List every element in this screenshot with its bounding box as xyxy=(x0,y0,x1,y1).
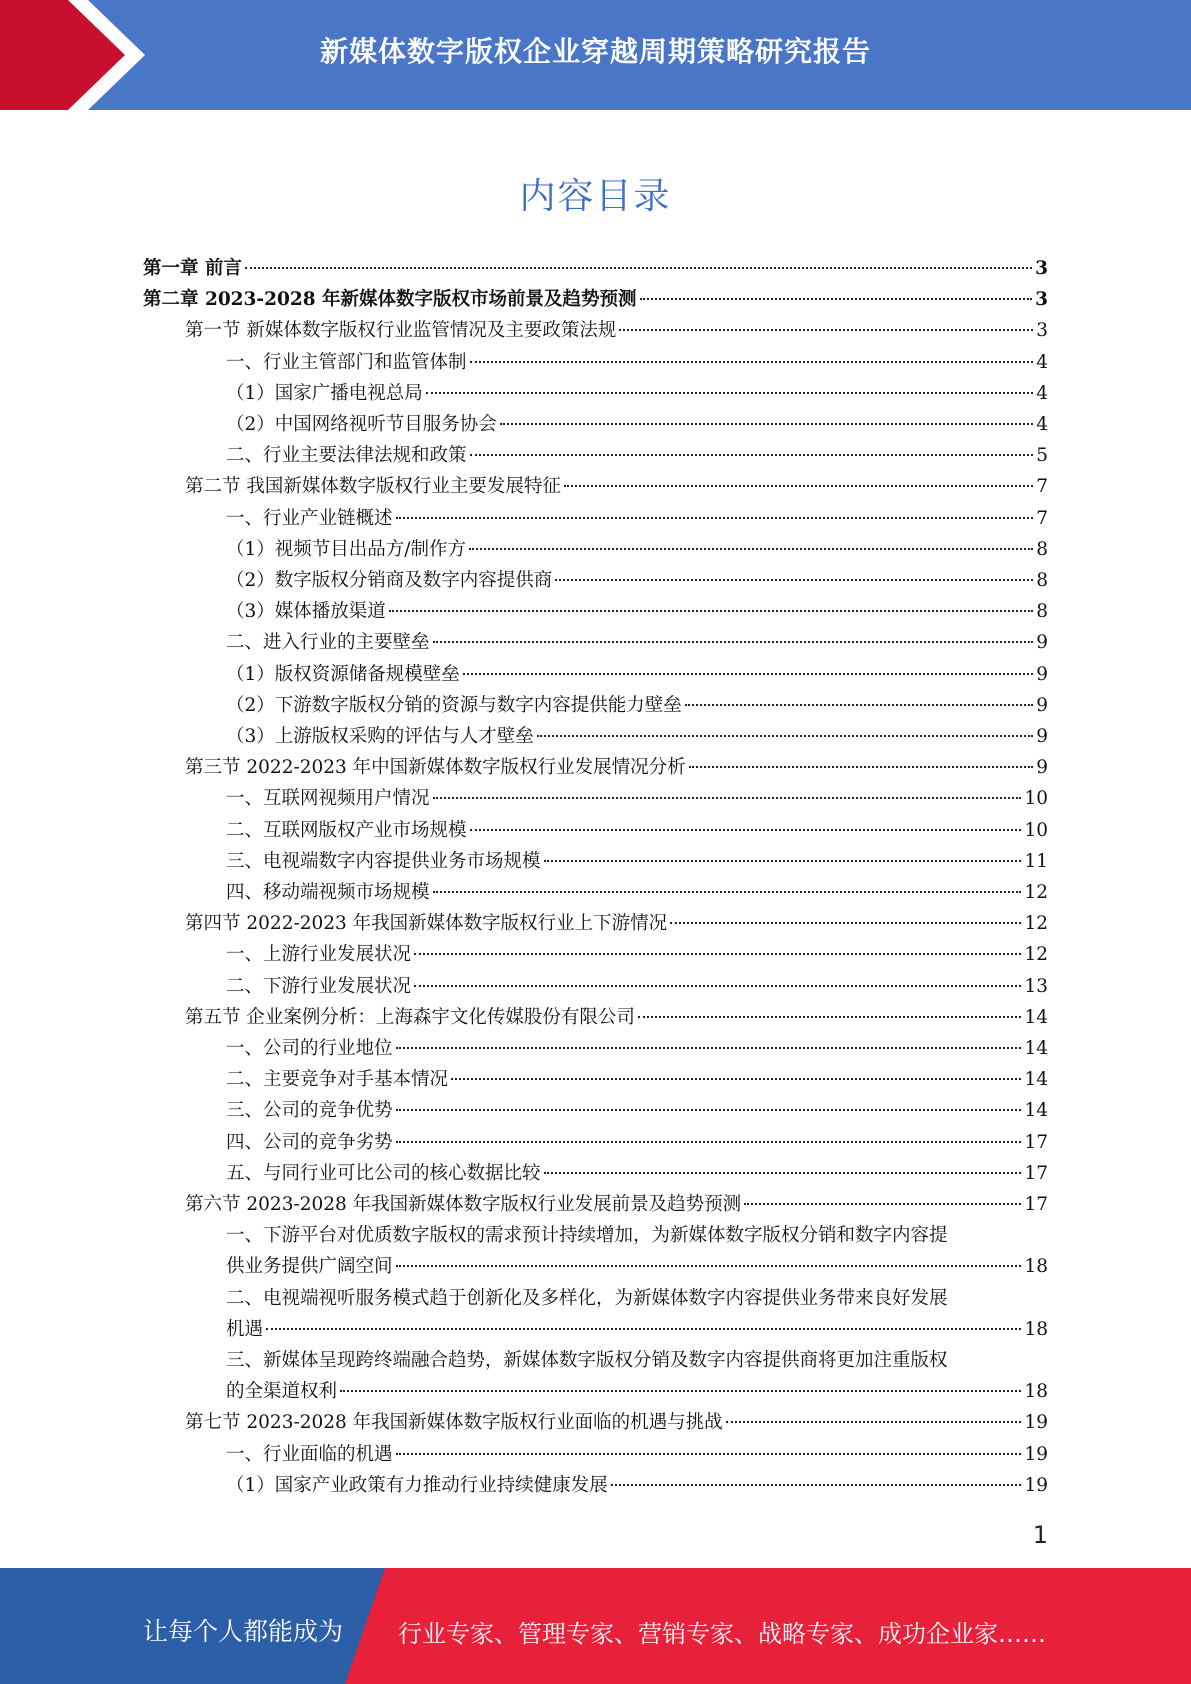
toc-page-number: 18 xyxy=(1024,1256,1048,1278)
toc-page-number: 18 xyxy=(1024,1381,1048,1402)
footer-slogan-right: 行业专家、管理专家、营销专家、战略专家、成功企业家…… xyxy=(398,1620,1046,1648)
toc-dot-leader xyxy=(414,985,1021,987)
toc-entry-text: 第七节 2023-2028 年我国新媒体数字版权行业面临的机遇与挑战 xyxy=(185,1412,723,1434)
toc-page-number: 8 xyxy=(1036,601,1048,623)
toc-entry[interactable] xyxy=(226,971,1048,1002)
toc-page-number: 9 xyxy=(1036,632,1048,654)
toc-entry[interactable] xyxy=(226,783,1048,814)
toc-entry[interactable] xyxy=(226,534,1048,565)
toc-dot-leader xyxy=(564,485,1033,487)
toc-entry-text: （1）视频节目出品方/制作方 xyxy=(226,538,467,560)
toc-dot-leader xyxy=(544,1172,1022,1174)
toc-entry-text: （1）版权资源储备规模壁垒 xyxy=(226,663,460,685)
toc-dot-leader xyxy=(685,704,1033,706)
toc-entry[interactable] xyxy=(143,253,1048,284)
toc-entry-text: 第二节 我国新媒体数字版权行业主要发展特征 xyxy=(185,476,561,498)
toc-entry[interactable] xyxy=(226,1345,1048,1407)
toc-page-number: 17 xyxy=(1024,1162,1048,1184)
toc-dot-leader xyxy=(433,797,1022,799)
toc-page-number: 3 xyxy=(1036,320,1048,342)
toc-entry-text: 二、进入行业的主要壁垒 xyxy=(226,632,430,654)
toc-dot-leader xyxy=(396,1109,1022,1111)
toc-dot-leader xyxy=(389,610,1033,612)
toc-entry-text: 四、公司的竞争劣势 xyxy=(226,1131,393,1153)
toc-page-number: 9 xyxy=(1036,663,1048,685)
toc-dot-leader xyxy=(470,829,1022,831)
toc-page-number: 10 xyxy=(1024,819,1048,841)
toc-entry[interactable] xyxy=(143,284,1048,315)
report-title: 新媒体数字版权企业穿越周期策略研究报告 xyxy=(320,35,872,68)
toc-page-number: 8 xyxy=(1036,538,1048,560)
toc-entry[interactable] xyxy=(226,1095,1048,1126)
toc-dot-leader xyxy=(245,267,1032,269)
toc-page-number: 5 xyxy=(1036,445,1048,467)
toc-page-number: 9 xyxy=(1036,694,1048,716)
toc-page-number: 13 xyxy=(1024,975,1048,997)
toc-entry-text: 第二章 2023-2028 年新媒体数字版权市场前景及趋势预测 xyxy=(143,289,637,311)
toc-entry-text: （1）国家产业政策有力推动行业持续健康发展 xyxy=(226,1474,608,1496)
footer-slogan-left: 让每个人都能成为 xyxy=(143,1617,344,1646)
toc-dot-leader xyxy=(451,1078,1021,1080)
toc-dot-leader xyxy=(500,423,1033,425)
toc-dot-leader xyxy=(396,1453,1022,1455)
toc-page-number: 18 xyxy=(1024,1318,1048,1340)
toc-entry[interactable] xyxy=(226,1470,1048,1501)
toc-entry-text: 三、电视端数字内容提供业务市场规模 xyxy=(226,850,541,872)
toc-page-number: 12 xyxy=(1024,913,1048,935)
toc-entry-text: 第一节 新媒体数字版权行业监管情况及主要政策法规 xyxy=(185,320,617,342)
toc-entry[interactable] xyxy=(185,908,1048,939)
toc-entry-text: 第五节 企业案例分析：上海森宇文化传媒股份有限公司 xyxy=(185,1006,635,1028)
toc-page-number: 4 xyxy=(1036,382,1048,404)
toc-dot-leader xyxy=(670,922,1021,924)
page-number: 1 xyxy=(1032,1521,1048,1549)
toc-page-number: 17 xyxy=(1024,1194,1048,1215)
toc-dot-leader xyxy=(266,1328,1021,1330)
toc-page-number: 19 xyxy=(1024,1412,1048,1434)
toc-dot-leader xyxy=(463,673,1033,675)
toc-entry[interactable] xyxy=(226,939,1048,970)
toc-dot-leader xyxy=(619,329,1033,331)
toc-entry-text: 一、互联网视频用户情况 xyxy=(226,788,430,810)
toc-entry[interactable] xyxy=(226,1127,1048,1158)
toc-entry-text-continued: 的全渠道权利 xyxy=(226,1381,338,1402)
toc-entry-text: 二、互联网版权产业市场规模 xyxy=(226,819,467,841)
toc-entry-text: 二、行业主要法律法规和政策 xyxy=(226,445,467,467)
toc-page-number: 14 xyxy=(1024,1038,1048,1059)
toc-entry[interactable] xyxy=(226,690,1048,721)
toc-entry[interactable] xyxy=(226,877,1048,908)
toc-entry[interactable] xyxy=(185,471,1048,502)
toc-entry[interactable] xyxy=(226,1220,1048,1282)
toc-entry[interactable] xyxy=(226,1283,1048,1345)
toc-entry-text: （1）国家广播电视总局 xyxy=(226,382,423,404)
toc-entry-text: 二、电视端视听服务模式趋于创新化及多样化，为新媒体数字内容提供业务带来良好发展 xyxy=(226,1287,948,1309)
toc-dot-leader xyxy=(555,579,1033,581)
footer-bar xyxy=(0,1568,1191,1684)
toc-page-number: 4 xyxy=(1036,351,1048,373)
toc-entry-text-continued: 机遇 xyxy=(226,1318,264,1340)
toc-entry[interactable] xyxy=(226,721,1048,752)
toc-page-number: 19 xyxy=(1024,1474,1048,1496)
toc-title: 内容目录 xyxy=(519,176,672,217)
toc-page-number: 14 xyxy=(1024,1069,1048,1091)
toc-entry-text: 三、公司的竞争优势 xyxy=(226,1100,393,1122)
toc-dot-leader xyxy=(744,1203,1021,1205)
toc-entry-text: 一、上游行业发展状况 xyxy=(226,944,412,966)
toc-dot-leader xyxy=(726,1421,1022,1423)
toc-page-number: 3 xyxy=(1035,258,1048,279)
toc-dot-leader xyxy=(611,1484,1022,1486)
toc-entry-text: 五、与同行业可比公司的核心数据比较 xyxy=(226,1162,541,1184)
toc-dot-leader xyxy=(414,953,1021,955)
toc-entry-text: （2）下游数字版权分销的资源与数字内容提供能力壁垒 xyxy=(226,694,682,716)
toc-dot-leader xyxy=(396,1141,1022,1143)
toc-dot-leader xyxy=(544,860,1022,862)
toc-dot-leader xyxy=(433,891,1022,893)
toc-page-number: 19 xyxy=(1024,1443,1048,1465)
toc-dot-leader xyxy=(470,361,1034,363)
toc-entry[interactable] xyxy=(185,315,1048,346)
toc-entry-text: 一、公司的行业地位 xyxy=(226,1038,393,1059)
toc-entry-text: 第六节 2023-2028 年我国新媒体数字版权行业发展前景及趋势预测 xyxy=(185,1194,742,1215)
toc-page-number: 9 xyxy=(1036,757,1048,779)
header-bar xyxy=(0,0,1191,110)
toc-entry[interactable] xyxy=(226,627,1048,658)
toc-entry[interactable] xyxy=(226,815,1048,846)
toc-entry[interactable] xyxy=(226,440,1048,471)
toc-dot-leader xyxy=(396,517,1034,519)
toc-entry[interactable] xyxy=(185,752,1048,783)
toc-entry-text: 四、移动端视频市场规模 xyxy=(226,882,430,903)
toc-dot-leader xyxy=(470,454,1034,456)
toc-entry[interactable] xyxy=(226,565,1048,596)
toc-entry[interactable] xyxy=(226,1064,1048,1095)
toc-entry-text: 二、下游行业发展状况 xyxy=(226,975,412,997)
toc-entry[interactable] xyxy=(226,347,1048,378)
toc-entry[interactable] xyxy=(226,596,1048,627)
toc-entry-text: （3）上游版权采购的评估与人才壁垒 xyxy=(226,726,534,747)
toc-entry-text: （3）媒体播放渠道 xyxy=(226,601,386,623)
header-chevron-icon xyxy=(0,0,160,110)
toc-entry[interactable] xyxy=(185,1189,1048,1220)
toc-page-number: 8 xyxy=(1036,570,1048,591)
toc-page-number: 4 xyxy=(1036,414,1048,435)
toc-page-number: 9 xyxy=(1036,726,1048,747)
toc-dot-leader xyxy=(640,298,1033,300)
toc-page-number: 7 xyxy=(1036,507,1048,529)
toc-entry-text: （2）数字版权分销商及数字内容提供商 xyxy=(226,570,553,591)
toc-dot-leader xyxy=(340,1390,1021,1392)
toc-entry[interactable] xyxy=(226,1158,1048,1189)
toc-entry[interactable] xyxy=(226,846,1048,877)
toc-dot-leader xyxy=(433,641,1034,643)
toc-entry[interactable] xyxy=(185,1002,1048,1033)
toc-entry[interactable] xyxy=(226,659,1048,690)
toc-entry[interactable] xyxy=(226,1439,1048,1470)
toc-page-number: 11 xyxy=(1024,850,1048,872)
toc-entry[interactable] xyxy=(226,409,1048,440)
toc-entry-text-continued: 供业务提供广阔空间 xyxy=(226,1256,393,1278)
toc-dot-leader xyxy=(537,735,1033,737)
toc-page-number: 12 xyxy=(1024,882,1048,903)
toc-dot-leader xyxy=(396,1047,1022,1049)
toc-entry[interactable] xyxy=(226,378,1048,409)
toc-entry-text: 二、主要竞争对手基本情况 xyxy=(226,1069,449,1091)
toc-entry[interactable] xyxy=(226,1033,1048,1064)
toc-page-number: 12 xyxy=(1024,944,1048,966)
toc-dot-leader xyxy=(396,1265,1022,1267)
toc-entry[interactable] xyxy=(185,1407,1048,1438)
toc-entry-text: 一、行业面临的机遇 xyxy=(226,1443,393,1465)
toc-dot-leader xyxy=(426,392,1033,394)
toc-dot-leader xyxy=(638,1016,1022,1018)
toc-entry-text: 一、行业产业链概述 xyxy=(226,507,393,529)
toc-dot-leader xyxy=(469,548,1033,550)
toc-entry-text: 第一章 前言 xyxy=(143,258,242,279)
toc-page-number: 7 xyxy=(1036,476,1048,498)
toc-page-number: 10 xyxy=(1024,788,1048,810)
toc-dot-leader xyxy=(689,766,1034,768)
toc-entry-text: （2）中国网络视听节目服务协会 xyxy=(226,414,497,435)
toc-entry-text: 第三节 2022-2023 年中国新媒体数字版权行业发展情况分析 xyxy=(185,757,686,779)
toc-page-number: 3 xyxy=(1035,289,1048,311)
toc-entry[interactable] xyxy=(226,503,1048,534)
toc-page-number: 14 xyxy=(1024,1100,1048,1122)
toc-entry-text: 一、行业主管部门和监管体制 xyxy=(226,351,467,373)
toc-page-number: 17 xyxy=(1024,1131,1048,1153)
toc-entry-text: 三、新媒体呈现跨终端融合趋势，新媒体数字版权分销及数字内容提供商将更加注重版权 xyxy=(226,1350,948,1371)
toc-entry-text: 第四节 2022-2023 年我国新媒体数字版权行业上下游情况 xyxy=(185,913,668,935)
toc-page-number: 14 xyxy=(1024,1006,1048,1028)
toc-entry-text: 一、下游平台对优质数字版权的需求预计持续增加，为新媒体数字版权分销和数字内容提 xyxy=(226,1225,948,1247)
